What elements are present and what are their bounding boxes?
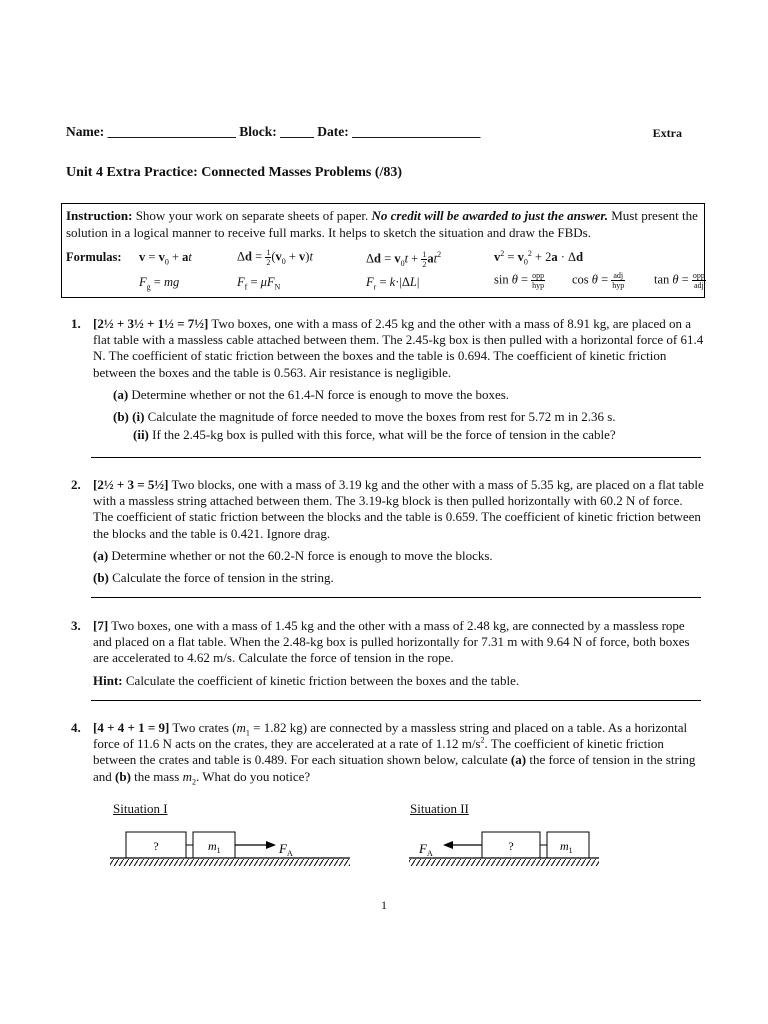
header-line: Name: ___________________ Block: _____ Date: ___________________ [66,124,481,139]
formula-displacement-avg: Δd = $\frac{1}{2}$ $(v_0 + v)t$ [237,248,313,267]
unknown-mass-label: ? [153,839,159,853]
formula-sin: sin θ = $\frac{\text{opp}}{\text{hyp}}$ [494,271,545,290]
situation-1-diagram [108,828,378,870]
force-label: $F_A$ [279,841,293,858]
m1-label: $m_1$ [560,839,573,855]
formula-spring: $F_r = k\cdot|\Delta L|$ [366,275,420,292]
question-4: 4. [4 + 4 + 1 = 9] Two crates ($m_1 = 1.82$ kg) are connected by a massless string and placed on a table. As a horizontal force of 11.6 N acts on the crates, they are accelerated at a rate of 1.12 $m/s^2$. The coefficient of kinetic friction between the crates and table is 0.489. For each situation shown below, calculate (a) the force of tension in the string and (b) the mass $m_2$. What do you notice? [71,720,696,787]
unknown-mass-label: ? [508,839,514,853]
table-hatching [110,859,350,866]
instruction-emphasis: No credit will be awarded to just the answer. [371,208,608,223]
formula-tan: tan θ = $\frac{\text{opp}}{\text{adj}}$ [654,271,705,290]
answer-rule-1 [91,457,701,458]
formula-gravity: $F_g$ = mg [139,275,180,292]
question-2: 2. [2½ + 3 = 5½] Two blocks, one with a mass of 3.19 kg and the other with a mass of 5.35 kg, are placed on a flat table with a massless string attached between them. The 3.19-kg block is then pulled horizontally with 60.2 N of force. The coefficient of static friction between the blocks and the table is 0.659. The coefficient of kinetic friction between the blocks and the table is 0.421. Ignore drag. (a) Determine whether or not the 60.2-N force is enough to move the blocks. (b) Calculate the force of tension in the string. [71,477,704,586]
answer-rule-2 [91,597,701,598]
instruction-label: Instruction: [66,208,133,223]
formula-velocity-squared: $v^2 = v_0^2 + 2a \cdot \Delta d$ [494,248,584,267]
formulas-label: Formulas: [66,250,122,264]
instruction-box [61,203,705,298]
formula-friction: $F_f = \mu F_N$ [237,275,281,292]
page-title: Unit 4 Extra Practice: Connected Masses Problems (/83) [66,165,403,180]
situation-2-diagram [405,828,605,870]
situation-2-title: Situation II [410,801,469,816]
situation-1-title: Situation I [113,801,168,816]
m1-label: $m_1$ [208,839,221,855]
formula-velocity: $v = v_0$ + at [139,250,192,267]
extra-label: Extra [652,126,682,140]
force-label: $F_A$ [419,841,433,858]
formula-cos: cos θ = $\frac{\text{adj}}{\text{hyp}}$ [572,271,625,290]
formula-displacement: $\Delta d = v_0t$ + $\frac{1}{2}$ $at^2$ [366,250,442,269]
question-3: 3. [7] Two boxes, one with a mass of 1.45 kg and the other with a mass of 2.48 kg, are connected by a massless rope and placed on a flat table. When the 2.48-kg box is pulled horizontally for 7.31 m with 9.64 N of force, both boxes are accelerated to 4.62 m/s. Calculate the force of tension in the rope. Hint: Calculate the coefficient of kinetic friction between the boxes and the table. [71,618,690,688]
question-1: 1. [2½ + 3½ + 1½ = 7½] Two boxes, one with a mass of 2.45 kg and the other with a mass of 8.91 kg, are placed on a flat table with a massless cable attached between them. The 2.45-kg box is then pulled with a horizontal force of 61.4 N. The coefficient of static friction between the boxes and the table is 0.694. The coefficient of kinetic friction between the boxes and the table is 0.563. Air resistance is negligible. (a) Determine whether or not the 61.4-N force is enough to move the boxes. (b) (i) Calculate the magnitude of force needed to move the boxes from rest for 5.72 m in 2.36 s. (ii) If the 2.45-kg box is pulled with this force, what will be the force of tension in the cable? [71,316,704,443]
page-number: 1 [381,898,387,912]
table-hatching [409,859,599,866]
instruction-text: Instruction: Show your work on separate sheets of paper. No credit will be awarded to just the answer. Must present the solution in a logical manner to receive full marks. It helps to sketch the situation and draw the FBDs. [66,208,698,240]
answer-rule-3 [91,700,701,701]
